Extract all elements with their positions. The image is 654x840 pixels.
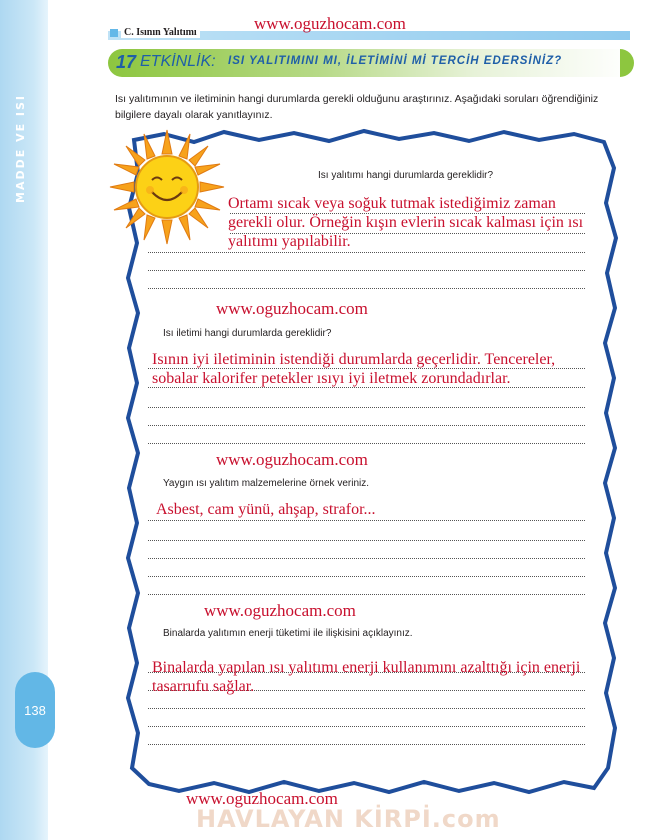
activity-number: 17 bbox=[116, 52, 137, 72]
answer-line[interactable] bbox=[148, 558, 585, 559]
answer-line[interactable] bbox=[148, 425, 585, 426]
answer-line[interactable] bbox=[148, 540, 585, 541]
answer-line[interactable] bbox=[148, 744, 585, 745]
watermark-link[interactable]: www.oguzhocam.com bbox=[204, 601, 356, 620]
watermark-link[interactable]: www.oguzhocam.com bbox=[216, 450, 368, 469]
question-3: Yaygın ısı yalıtım malzemelerine örnek veriniz. bbox=[163, 478, 370, 489]
banner-cap bbox=[620, 49, 634, 77]
answer-1: Ortamı sıcak veya soğuk tutmak istediğimiz zaman gerekli olur. Örneğin kışın evlerin sıcak kalması için ısı yalıtımı yapılabilir. bbox=[228, 195, 584, 250]
answer-line[interactable] bbox=[148, 520, 585, 521]
unit-title: MADDE VE ISI bbox=[14, 93, 27, 203]
footer-logo: HAVLAYAN KİRPİ.com bbox=[196, 805, 501, 833]
watermark-link[interactable]: www.oguzhocam.com bbox=[216, 299, 368, 318]
answer-line[interactable] bbox=[148, 270, 585, 271]
question-4: Binalarda yalıtımın enerji tüketimi ile ilişkisini açıklayınız. bbox=[163, 628, 413, 639]
answer-line[interactable] bbox=[148, 443, 585, 444]
answer-line[interactable] bbox=[148, 576, 585, 577]
intro-text: Isı yalıtımının ve iletiminin hangi durumlarda gerekli olduğunu araştırınız. Aşağıdaki soruları öğrendiğiniz bilgilere dayalı olarak yanıtlayınız. bbox=[115, 93, 599, 121]
sun-icon bbox=[108, 128, 226, 246]
question-2: Isı iletimi hangi durumlarda gereklidir? bbox=[163, 328, 332, 339]
answer-line[interactable] bbox=[148, 288, 585, 289]
answer-line[interactable] bbox=[148, 252, 585, 253]
question-1: Isı yalıtımı hangi durumlarda gereklidir? bbox=[318, 170, 494, 181]
watermark-link[interactable]: www.oguzhocam.com bbox=[254, 14, 406, 33]
answer-line[interactable] bbox=[148, 708, 585, 709]
page-number: 138 bbox=[15, 672, 55, 748]
watermark-link[interactable]: www.oguzhocam.com bbox=[186, 789, 338, 808]
answer-line[interactable] bbox=[148, 407, 585, 408]
header-square-icon bbox=[110, 29, 118, 37]
answer-3: Asbest, cam yünü, ahşap, strafor... bbox=[156, 501, 376, 518]
answer-line[interactable] bbox=[148, 726, 585, 727]
answer-4: Binalarda yapılan ısı yalıtımı enerji kullanımını azalttığı için enerji tasarrufu sağlar. bbox=[152, 659, 581, 695]
section-title: C. Isının Yalıtımı bbox=[121, 27, 200, 38]
activity-title: ISI YALITIMINI MI, İLETİMİNİ Mİ TERCİH EDERSİNİZ? bbox=[228, 55, 563, 67]
answer-line[interactable] bbox=[148, 594, 585, 595]
answer-2: Isının iyi iletiminin istendiği durumlarda geçerlidir. Tencereler, sobalar kalorifer petekler ısıyı iyi iletmek zorundadırlar. bbox=[152, 351, 556, 387]
activity-label: ETKİNLİK: bbox=[140, 53, 216, 70]
